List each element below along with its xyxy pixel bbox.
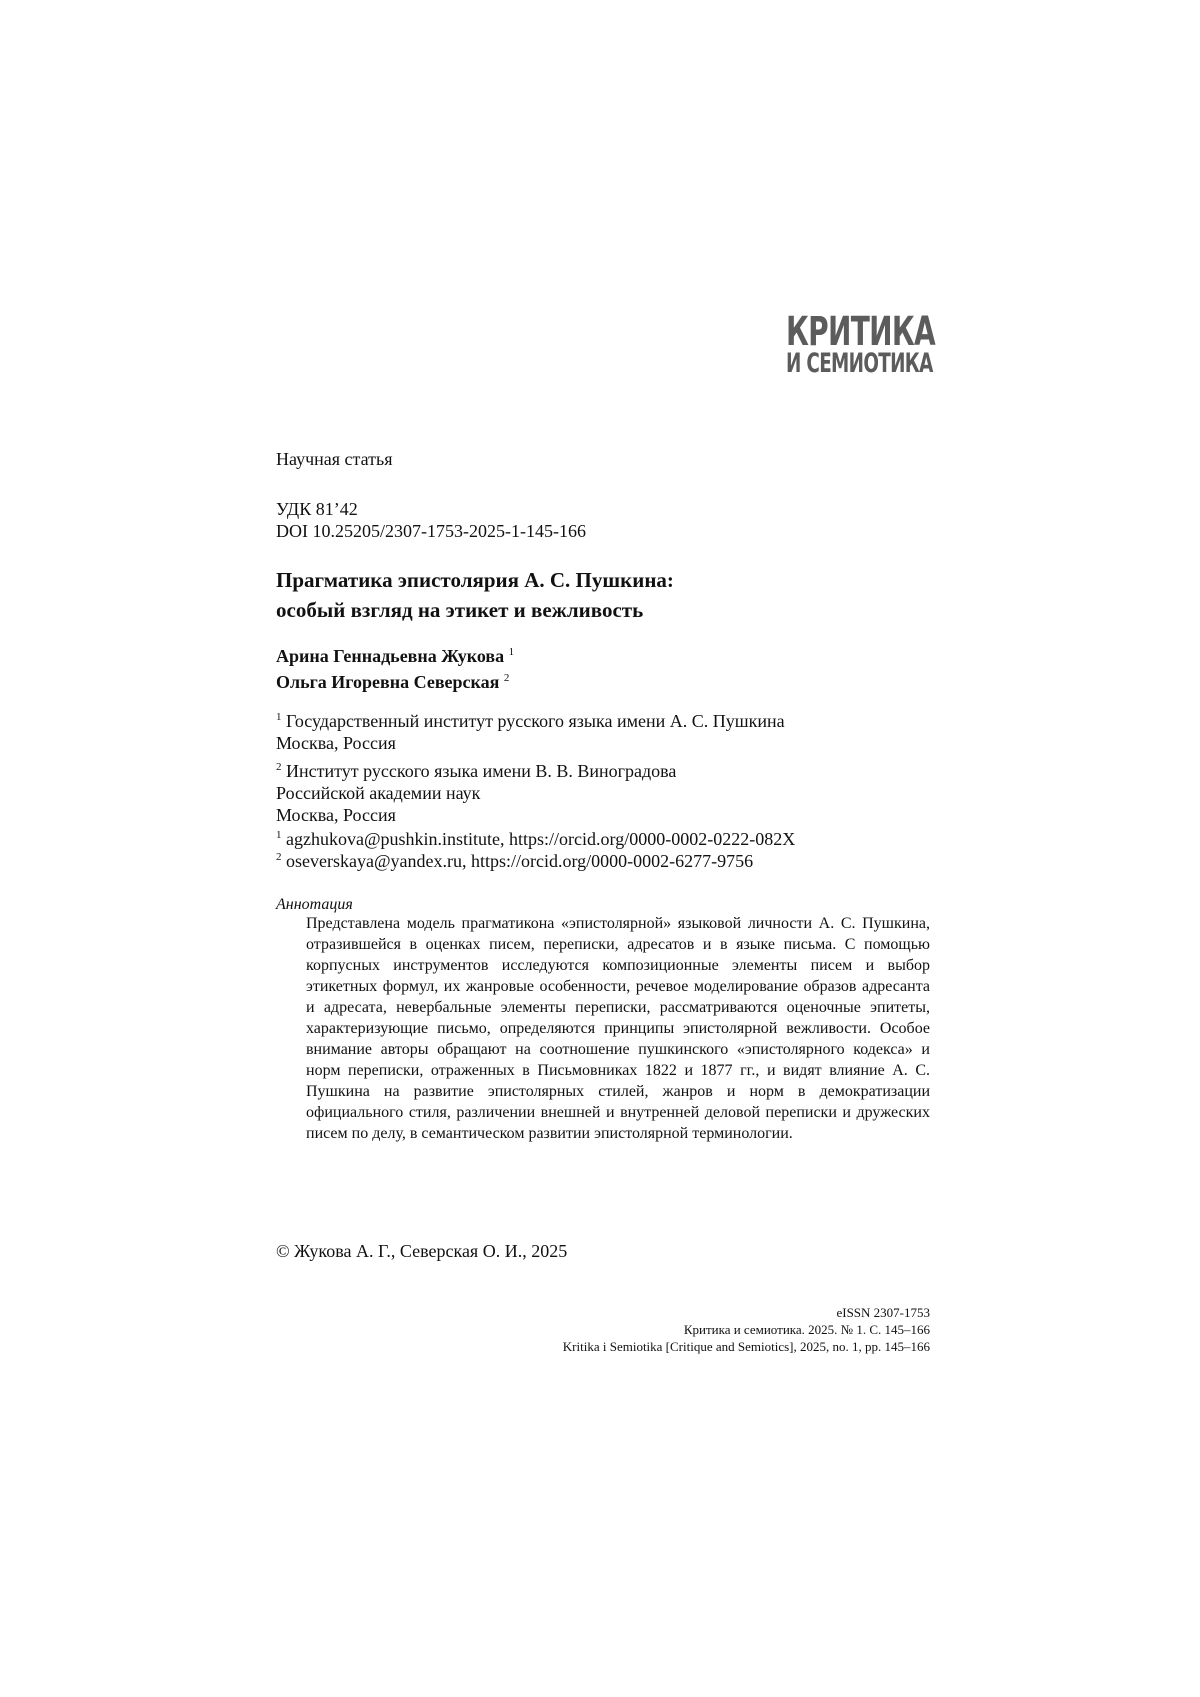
affiliation-2-institution-cont: Российской академии наук [276, 782, 930, 804]
abstract-text: Представлена модель прагматикона «эпистолярной» языковой личности А. С. Пушкина, отразившейся в оценках писем, переписки, адресатов и в языке письма. С помощью корпусных инструментов исследуются композиционные элементы писем и выбор этикетных формул, их жанровые особенности, рече­вое моделирование образов адресанта и адресата, невербальные элементы пе­реписки, рассматриваются оценочные эпитеты, характеризующие письмо, определяются принципы эпистолярной вежливости. Особое внимание авторы обращают на соотношение пушкинского «эпистолярного кодекса» и норм пе­реписки, отраженных в Письмовниках 1822 и 1877 гг., и видят влияние А. С. Пушкина на развитие эпистолярных стилей, жанров и норм в демократи­зации официального стиля, различении внешней и внутренней деловой пере­писки и дружеских писем по делу, в семантическом развитии эпистолярной терминологии. [306, 913, 930, 1144]
author-2-affil-marker: 2 [504, 672, 510, 684]
contact-1-text: agzhukova@pushkin.institute, https://orcid.org/0000-0002-0222-082X [286, 829, 795, 849]
article-title [276, 565, 930, 625]
footer-citation-en: Kritika i Semiotika [Critique and Semiotics], 2025, no. 1, pp. 145–166 [430, 1338, 930, 1355]
article-title-line2: особый взгляд на этикет и вежливость [276, 595, 930, 625]
author-2 [276, 669, 930, 695]
journal-footer [430, 1304, 930, 1355]
affiliation-2 [276, 760, 930, 826]
article-title-line1: Прагматика эпистолярия А. С. Пушкина: [276, 565, 930, 595]
author-2-name: Ольга Игоревна Северская [276, 672, 499, 692]
contact-list [276, 828, 930, 872]
author-1-name: Арина Геннадьевна Жукова [276, 646, 504, 666]
contact-1-marker: 1 [276, 829, 282, 841]
author-1-affil-marker: 1 [509, 646, 515, 658]
footer-citation-ru: Критика и семиотика. 2025. № 1. С. 145–166 [430, 1321, 930, 1338]
affiliation-1-location: Москва, Россия [276, 732, 930, 754]
author-1 [276, 643, 930, 669]
author-list [276, 643, 930, 695]
affiliation-2-marker: 2 [276, 761, 282, 773]
udc-code: УДК 81’42 [276, 498, 930, 520]
contact-1 [276, 828, 930, 850]
contact-2 [276, 850, 930, 872]
copyright: © Жукова А. Г., Северская О. И., 2025 [276, 1240, 930, 1262]
journal-logo-line1: КРИТИКА [786, 312, 885, 352]
contact-2-text: oseverskaya@yandex.ru, https://orcid.org/0000-0002-6277-9756 [286, 851, 753, 871]
abstract-label: Аннотация [276, 895, 930, 915]
doi: DOI 10.25205/2307-1753-2025-1-145-166 [276, 520, 930, 542]
affiliation-1-institution: Государственный институт русского языка имени А. С. Пушкина [286, 711, 785, 731]
article-type: Научная статья [276, 448, 930, 470]
contact-2-marker: 2 [276, 851, 282, 863]
affiliation-1-marker: 1 [276, 711, 282, 723]
affiliation-2-institution: Институт русского языка имени В. В. Виноградова [286, 761, 676, 781]
affiliation-2-location: Москва, Россия [276, 804, 930, 826]
affiliation-1 [276, 710, 930, 754]
footer-eissn: eISSN 2307-1753 [430, 1304, 930, 1321]
journal-logo [786, 312, 928, 377]
journal-logo-line2: И СЕМИОТИКА [786, 350, 883, 377]
